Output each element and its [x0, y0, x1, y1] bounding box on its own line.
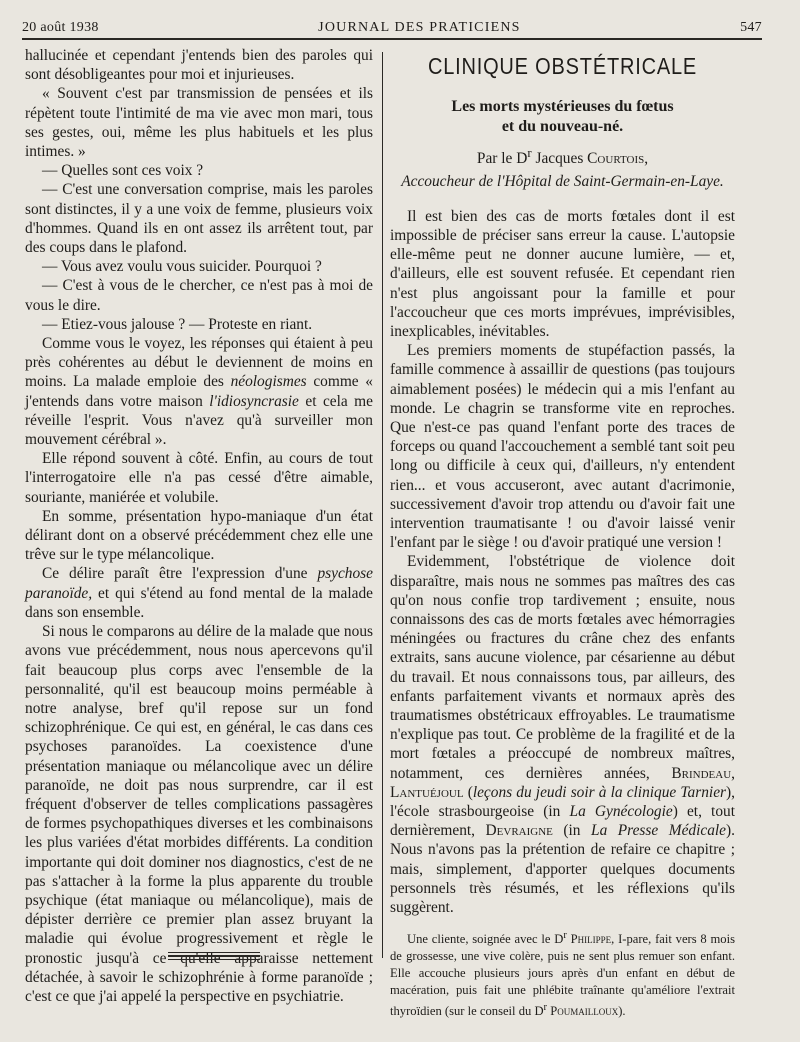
paragraph: — C'est à vous de le chercher, ce n'est pas à moi de vous le dire. [25, 277, 373, 314]
byline-prefix: Par le D [476, 150, 528, 168]
paragraph: « Souvent c'est par transmission de pensées et ils répètent toute l'intimité de ma vie avec mon mari, tous ses gestes, oui, même les plus habituels et les plus intimes. » [25, 85, 373, 161]
right-column [390, 56, 735, 1021]
journal-name: La Gynécologie [569, 803, 673, 821]
text-run: et qui s'étend au fond mental de la malade dans son ensemble. [25, 584, 373, 621]
paragraph [25, 334, 373, 449]
author-affiliation: Accoucheur de l'Hôpital de Saint-Germain-en-Laye. [401, 172, 724, 190]
paragraph: Les premiers moments de stupéfaction passés, la famille commence à assaillir de questions (pas toujours aimablement posées) le médecin qui a mis l'enfant au monde. Le chagrin se transforme vite en reproches. Que n'est-ce pas quand l'enfant porte des traces de forceps ou quand l'accouchement a semblé tant soit peu long ou difficile à ceux qui, d'ailleurs, n'y entendent rien... et vous accuseront, avec autant d'acrimonie, successivement d'avoir trop attendu ou d'avoir fait une intervention traumatisante ! ou d'avoir laissé venir l'enfant par le siège ! ou d'avoir pratiqué une version ! [390, 342, 735, 552]
column-divider [382, 52, 383, 958]
text-run: Comme vous le voyez, les réponses qui étaient à peu près cohérentes au début le deviennent de moins en moins. La malade emploie des [25, 335, 373, 391]
text-run: ). Nous n'avons pas la prétention de refaire ce chapitre ; mais, simplement, d'apporter quelques documents personnels très résumés, et les réflexions qu'ils suggèrent. [390, 822, 735, 917]
italic-term: leçons du jeudi soir à la clinique Tarnier [472, 783, 727, 801]
article-title-line: et du nouveau-né. [501, 118, 624, 136]
header-rule [22, 38, 762, 40]
paragraph: hallucinée et cependant j'entends bien des paroles qui sont désobligeantes pour moi et injurieuses. [25, 47, 373, 84]
text-run: Ce délire paraît être l'expression d'une [42, 565, 318, 583]
running-header [22, 14, 762, 36]
italic-term: néologismes [230, 373, 307, 391]
section-title: CLINIQUE OBSTÉTRICALE [427, 54, 698, 80]
text-run: Evidemment, l'obstétrique de violence doit disparaître, mais nous ne sommes pas maîtres des cas qu'on nous confie trop tardivement ; ensuite, nous connaissons des cas de morts fœtales avec hémorragies méningées ou fractures du crâne chez des enfants extraits, sans aucune violence, par césarienne au début du travail. Et nous connaissons tous, par ailleurs, des enfants parfaitement vivants et normaux après des traumatismes obstétricaux effroyables. Le traumatisme n'explique pas tout. Ce problème de la fragilité et de la mort fœtales a préoccupé de nombreux maîtres, notamment, ces dernières années, [390, 553, 735, 782]
article-title [390, 97, 735, 137]
left-column [25, 46, 373, 1006]
paragraph: Il est bien des cas de morts fœtales dont il est impossible de préciser sans erreur la cause. L'autopsie elle-même peut ne donner aucune lumière, — et, d'ailleurs, elle est souvent refusée. Et cependant rien n'est plus angoissant pour la famille et pour l'accoucheur que ces morts imprévues, imprévisibles, inexplicables, inévitables. [390, 207, 735, 340]
text-run: ) et, tout dernièrement, [390, 803, 735, 840]
italic-term: l'idiosyncrasie [209, 392, 299, 410]
paragraph: — Quelles sont ces voix ? [42, 162, 204, 180]
text-run: comme « j'entends dans votre maison [25, 373, 373, 410]
superscript: r [527, 146, 532, 161]
text-run: (in [552, 822, 592, 840]
text-run: ), l'école strasbourgeoise (in [390, 783, 735, 821]
text-run: Une cliente, soignée avec le D [407, 932, 564, 947]
end-ornament [168, 952, 260, 962]
paragraph [390, 552, 735, 917]
superscript: r [543, 1002, 548, 1014]
italic-term: psychose paranoïde, [25, 565, 373, 602]
byline [390, 144, 735, 168]
author-names: Devraigne [485, 822, 553, 840]
page-number: 547 [740, 20, 762, 35]
text-run: et cela me réveille l'esprit. Vous n'avez qu'à surveiller mon mouvement cérébral ». [25, 392, 373, 449]
paragraph [25, 564, 373, 622]
issue-date: 20 août 1938 [22, 20, 99, 35]
author-first-name: Jacques [531, 150, 588, 168]
case-note [390, 927, 735, 1020]
superscript: r [563, 930, 567, 942]
ornament-line [168, 955, 260, 957]
journal-title: JOURNAL DES PRATICIENS [318, 20, 521, 35]
paragraph: — Etiez-vous jalouse ? — Proteste en riant. [42, 315, 313, 333]
author-last-name: Courtois, [587, 150, 649, 168]
ornament-line [168, 952, 260, 953]
paragraph: Elle répond souvent à côté. Enfin, au cours de tout l'interrogatoire elle n'a pas cessé d'être aimable, souriante, maniérée et volubile. [25, 450, 373, 506]
paragraph [390, 927, 735, 1020]
paragraph: — Vous avez voulu vous suicider. Pourquoi ? [42, 258, 322, 276]
author-names: Brindeau, Lantuéjoul [390, 764, 735, 801]
paragraph: En somme, présentation hypo-maniaque d'un état délirant dont on a observé précédemment chez elle une trêve sur le type mélancolique. [25, 507, 373, 564]
paragraph: Si nous le comparons au délire de la malade que nous avons vue précédemment, nous nous apercevons qu'il fait beaucoup plus corps avec l'ensemble de la personnalité, qu'il est beaucoup moins perméable à notre analyse, bref qu'il repose sur un fond schizophrénique. Ce qui est, en général, le cas dans ces psychoses paranoïdes. La coexistence d'une présentation maniaque ou mélancolique avec un délire paranoïde, ne doit pas nous surprendre, car il est fréquent d'observer de telles complications passagères de formes psychopathiques diverses et les combinaisons les plus variées d'état morbides différents. La condition importante qui doit dominer nos diagnostics, c'est de ne pas s'attacher à la forme la plus apparente du trouble psychique (état maniaque ou mélancolique), mais de dépister derrière ce premier plan assez bruyant la maladie qui évolue progressivement et règle le pronostic jusqu'à ce qu'elle apparaisse nettement détachée, à savoir le schizophrénie à forme paranoïde ; c'est ce que j'ai appelé la perspective en psychiatrie. [25, 623, 373, 1005]
journal-name: La Presse Médicale [591, 822, 727, 840]
paragraph: — C'est une conversation comprise, mais les paroles sont distinctes, il y a une voix de femme, plusieurs voix d'hommes. Quand ils en ont assez ils arrêtent tout, par des coups dans le plafond. [25, 181, 373, 257]
text-run: ). [618, 1004, 626, 1019]
author-names: Philippe, [566, 932, 615, 947]
text-run: I-pare, fait vers 8 mois de grossesse, une vive colère, puis ne sent plus remuer son enfant. Elle accouche plusieurs jours après d'un enfant en début de macération, puis fait une phlébite traînante qu'améliore l'extrait thyroïdien (sur le conseil du D [390, 932, 735, 1019]
text-run: ( [463, 783, 473, 801]
author-names: Poumailloux [547, 1004, 619, 1019]
article-title-line: Les morts mystérieuses du fœtus [451, 98, 674, 116]
ornament-line [168, 959, 260, 960]
